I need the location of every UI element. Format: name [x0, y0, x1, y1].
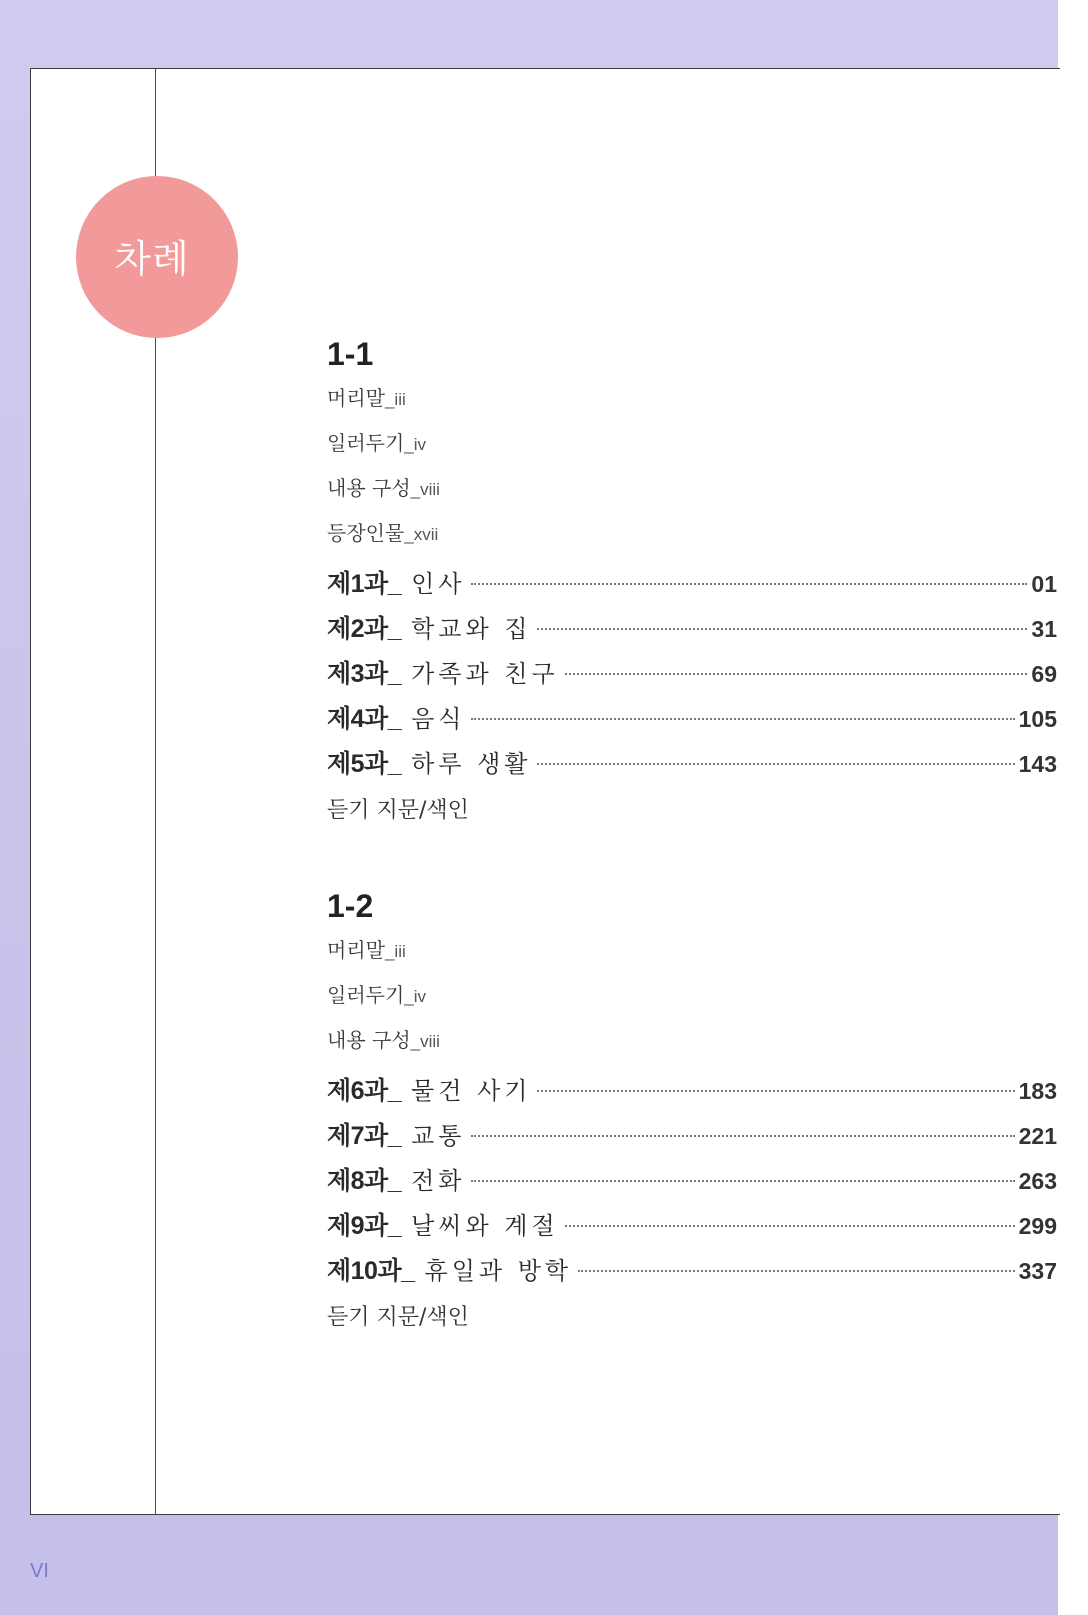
front-matter-label: 머리말 — [327, 938, 385, 962]
front-matter-item[interactable] — [327, 973, 1057, 1018]
lesson-entry[interactable] — [327, 1069, 1057, 1114]
lesson-title: 학교와 집 — [411, 615, 532, 643]
lesson-number: 제9과_ — [327, 1212, 402, 1240]
lesson-page: 221 — [1018, 1123, 1057, 1149]
dot-leader — [537, 1090, 1014, 1092]
lesson-title: 휴일과 방학 — [424, 1257, 573, 1285]
front-matter-item[interactable] — [327, 466, 1057, 511]
volume-section-1-1 — [327, 332, 1057, 835]
lesson-title: 교통 — [411, 1122, 466, 1150]
front-matter-page: _iii — [384, 942, 406, 961]
lesson-title: 인사 — [411, 570, 466, 598]
lesson-number: 제6과_ — [327, 1077, 402, 1105]
lesson-entry[interactable] — [327, 742, 1057, 787]
dot-leader — [578, 1270, 1015, 1272]
front-matter-label: 일러두기 — [327, 431, 405, 455]
lesson-entry[interactable] — [327, 1204, 1057, 1249]
volume-title: 1-1 — [327, 336, 374, 372]
lesson-title: 물건 사기 — [411, 1077, 532, 1105]
lesson-entry[interactable] — [327, 652, 1057, 697]
lesson-title: 전화 — [411, 1167, 466, 1195]
front-matter-label: 등장인물 — [327, 521, 405, 545]
dot-leader — [565, 673, 1028, 675]
lesson-page: 337 — [1018, 1258, 1057, 1284]
lesson-page: 263 — [1018, 1168, 1057, 1194]
end-matter-item[interactable]: 듣기 지문/색인 — [327, 1305, 469, 1330]
front-matter-label: 일러두기 — [327, 983, 405, 1007]
lesson-page: 299 — [1018, 1213, 1057, 1239]
front-matter-page: _iv — [404, 987, 427, 1006]
toc-badge — [76, 176, 238, 338]
lesson-page: 69 — [1031, 661, 1057, 687]
lesson-number: 제1과_ — [327, 570, 402, 598]
lesson-entry[interactable] — [327, 1114, 1057, 1159]
dot-leader — [471, 1135, 1014, 1137]
lesson-number: 제3과_ — [327, 660, 402, 688]
dot-leader — [537, 628, 1027, 630]
lesson-page: 01 — [1031, 571, 1057, 597]
lesson-page: 183 — [1018, 1078, 1057, 1104]
front-matter-page: _iii — [384, 390, 406, 409]
front-matter-page: _xvii — [404, 525, 439, 544]
dot-leader — [471, 1180, 1014, 1182]
dot-leader — [565, 1225, 1015, 1227]
front-matter-item[interactable] — [327, 511, 1057, 556]
lesson-number: 제4과_ — [327, 705, 402, 733]
front-matter-label: 머리말 — [327, 386, 385, 410]
toc-badge-title: 차례 — [114, 236, 190, 281]
lesson-number: 제7과_ — [327, 1122, 402, 1150]
lesson-page: 105 — [1018, 706, 1057, 732]
lesson-entry[interactable] — [327, 607, 1057, 652]
lesson-number: 제5과_ — [327, 750, 402, 778]
front-matter-item[interactable] — [327, 1018, 1057, 1063]
lesson-page: 31 — [1031, 616, 1057, 642]
dot-leader — [471, 718, 1014, 720]
volume-section-1-2 — [327, 884, 1057, 1342]
front-matter-item[interactable] — [327, 421, 1057, 466]
page-folio: VI — [30, 1560, 49, 1582]
lesson-page: 143 — [1018, 751, 1057, 777]
lesson-title: 하루 생활 — [411, 750, 532, 778]
front-matter-page: _viii — [410, 480, 440, 499]
front-matter-page: _viii — [410, 1032, 440, 1051]
lesson-entry[interactable] — [327, 562, 1057, 607]
lesson-title: 가족과 친구 — [411, 660, 559, 688]
lesson-title: 음식 — [411, 705, 466, 733]
volume-title: 1-2 — [327, 888, 374, 924]
dot-leader — [537, 763, 1014, 765]
front-matter-label: 내용 구성 — [327, 1028, 411, 1052]
front-matter-label: 내용 구성 — [327, 476, 411, 500]
front-matter-item[interactable] — [327, 928, 1057, 973]
lesson-entry[interactable] — [327, 1159, 1057, 1204]
lesson-entry[interactable] — [327, 697, 1057, 742]
dot-leader — [471, 583, 1027, 585]
end-matter-item[interactable]: 듣기 지문/색인 — [327, 798, 469, 823]
page-right-edge — [1058, 0, 1088, 1615]
front-matter-item[interactable] — [327, 376, 1057, 421]
lesson-number: 제2과_ — [327, 615, 402, 643]
lesson-number: 제10과_ — [327, 1257, 415, 1285]
lesson-number: 제8과_ — [327, 1167, 402, 1195]
front-matter-page: _iv — [404, 435, 427, 454]
lesson-entry[interactable] — [327, 1249, 1057, 1294]
lesson-title: 날씨와 계절 — [411, 1212, 559, 1240]
